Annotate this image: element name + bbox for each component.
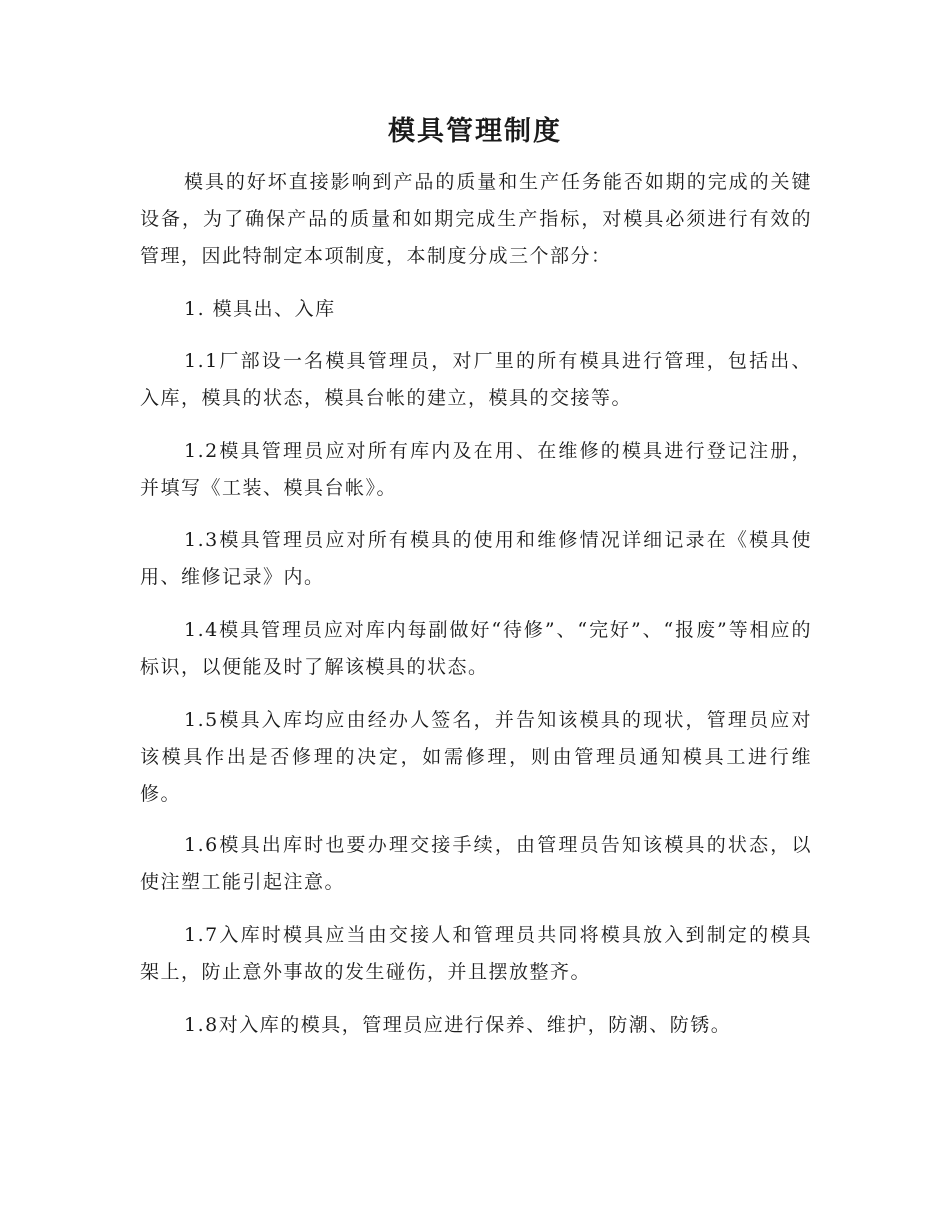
- section-heading-1: 1. 模具出、入库: [184, 298, 336, 320]
- clause-1-5: 1.5模具入库均应由经办人签名，并告知该模具的现状，管理员应对该模具作出是否修理的决定，如需修理，则由管理员通知模具工进行维修。: [140, 709, 812, 805]
- clause-1-3: 1.3模具管理员应对所有模具的使用和维修情况详细记录在《模具使用、维修记录》内。: [140, 529, 812, 588]
- clause-1-6: 1.6模具出库时也要办理交接手续，由管理员告知该模具的状态，以使注塑工能引起注意。: [140, 834, 812, 893]
- clause-1-2: 1.2模具管理员应对所有库内及在用、在维修的模具进行登记注册，并填写《工装、模具台帐》。: [140, 440, 812, 499]
- document-title: 模具管理制度: [388, 116, 562, 147]
- clause-1-7: 1.7入库时模具应当由交接人和管理员共同将模具放入到制定的模具架上，防止意外事故的发生碰伤，并且摆放整齐。: [140, 924, 812, 983]
- clause-1-8: 1.8对入库的模具，管理员应进行保养、维护，防潮、防锈。: [184, 1014, 732, 1036]
- intro-paragraph: 模具的好坏直接影响到产品的质量和生产任务能否如期的完成的关键设备，为了确保产品的质量和如期完成生产指标，对模具必须进行有效的管理，因此特制定本项制度，本制度分成三个部分：: [140, 171, 812, 267]
- clause-1-4: 1.4模具管理员应对库内每副做好“待修”、“完好”、“报废”等相应的标识，以便能及时了解该模具的状态。: [140, 619, 812, 678]
- clause-1-1: 1.1厂部设一名模具管理员，对厂里的所有模具进行管理，包括出、入库，模具的状态，模具台帐的建立，模具的交接等。: [140, 350, 812, 409]
